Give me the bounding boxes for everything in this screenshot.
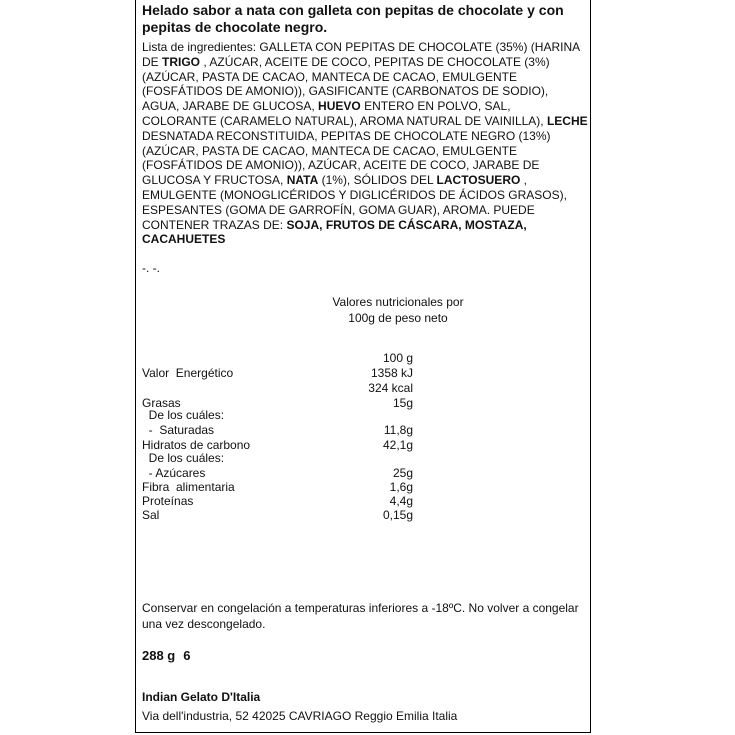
ingredients-text: , AZÚCAR, ACEITE DE COCO, PEPITAS DE CHOCOLATE (3%) (AZÚCAR, PASTA DE CACAO, MANTECA DE CACAO, EMULGENTE (FOSFÁTIDOS DE AMONIO)), GASIFICANTE (CARBONATOS DE SODIO), AGUA, JARABE DE GLUCOSA, bbox=[142, 54, 550, 114]
nutrition-row bbox=[142, 423, 582, 438]
nutrient-name: Proteínas bbox=[142, 494, 194, 508]
nutrition-header-line1: Valores nutricionales por bbox=[332, 295, 464, 309]
nutrient-name: Grasas bbox=[142, 396, 181, 410]
nutrition-header-line2: 100g de peso neto bbox=[348, 311, 448, 325]
allergen-nata: NATA bbox=[286, 173, 319, 188]
storage-instructions: Conservar en congelación a temperaturas inferiores a -18ºC. No volver a congelar una vez descongelado. bbox=[142, 601, 579, 631]
product-label bbox=[135, 0, 591, 733]
product-title: Helado sabor a nata con galleta con pepitas de chocolate y con pepitas de chocolate negro. bbox=[142, 2, 564, 35]
nutrition-row bbox=[142, 480, 582, 495]
net-weight bbox=[142, 648, 190, 663]
nutrition-row bbox=[142, 408, 582, 423]
nutrient-value: 1,6g bbox=[389, 480, 413, 494]
allergen-leche: LECHE bbox=[546, 113, 588, 128]
nutrient-name: De los cuáles: bbox=[142, 451, 225, 465]
nutrition-row bbox=[142, 366, 582, 381]
nutrient-value: 0,15g bbox=[382, 508, 413, 522]
nutrient-value: 15g bbox=[392, 396, 413, 410]
unit-count: 6 bbox=[183, 648, 191, 663]
company-name: Indian Gelato D'Italia bbox=[142, 690, 261, 704]
separator: -. -. bbox=[142, 261, 160, 275]
nutrition-row bbox=[142, 466, 582, 481]
ingredients-text: DESNATADA RECONSTITUIDA, PEPITAS DE CHOCOLATE NEGRO (13%) (AZÚCAR, PASTA DE CACAO, MANTECA DE CACAO, EMULGENTE (FOSFÁTIDOS DE AMONIO)), AZÚCAR, ACEITE DE COCO, JARABE DE GLUCOSA Y FRUCTOSA, bbox=[142, 128, 551, 188]
nutrient-value: 42,1g bbox=[382, 438, 413, 452]
allergen-huevo: HUEVO bbox=[318, 99, 361, 114]
nutrient-name: De los cuáles: bbox=[142, 408, 225, 422]
nutrient-name: - Saturadas bbox=[142, 423, 215, 437]
nutrient-name: Fibra alimentaria bbox=[142, 480, 235, 494]
nutrition-row bbox=[142, 451, 582, 466]
nutrient-name: Hidratos de carbono bbox=[142, 438, 251, 452]
allergen-trigo: TRIGO bbox=[162, 54, 201, 69]
nutrient-value: 100 g bbox=[382, 351, 413, 365]
allergen-traces: SOJA, FRUTOS DE CÁSCARA, MOSTAZA, CACAHUETES bbox=[142, 217, 527, 247]
allergen-lactosuero: LACTOSUERO bbox=[436, 173, 521, 188]
nutrition-row bbox=[142, 381, 582, 396]
ingredients-text: Lista de ingredientes: GALLETA CON PEPITAS DE CHOCOLATE (35%) (HARINA DE bbox=[142, 40, 580, 69]
ingredients-text: ENTERO EN POLVO, SAL, COLORANTE (CARAMELO NATURAL), AROMA NATURAL DE VAINILLA), bbox=[142, 99, 547, 128]
nutrition-row bbox=[142, 494, 582, 509]
nutrient-name: - Azúcares bbox=[142, 466, 206, 480]
ingredients-text: (1%), SÓLIDOS DEL bbox=[318, 173, 437, 188]
nutrient-value: 4,4g bbox=[389, 494, 413, 508]
nutrient-value: 25g bbox=[392, 466, 413, 480]
nutrition-header bbox=[318, 294, 478, 326]
nutrient-value: 1358 kJ bbox=[370, 366, 413, 380]
ingredients-text: , EMULGENTE (MONOGLICÉRIDOS Y DIGLICÉRIDOS DE ÁCIDOS GRASOS), ESPESANTES (GOMA DE GARROFÍN, GOMA GUAR), AROMA. PUEDE CONTENER TRAZAS DE: bbox=[142, 173, 567, 232]
nutrient-value: 11,8g bbox=[383, 423, 413, 437]
ingredients-list bbox=[142, 40, 588, 247]
nutrient-name: Sal bbox=[142, 508, 160, 522]
nutrient-value: 324 kcal bbox=[368, 381, 413, 395]
nutrition-row bbox=[142, 508, 582, 523]
net-weight-value: 288 g bbox=[142, 648, 176, 663]
nutrient-name: Valor Energético bbox=[142, 366, 234, 380]
nutrition-row bbox=[142, 351, 582, 366]
company-address: Via dell'industria, 52 42025 CAVRIAGO Reggio Emilia Italia bbox=[142, 709, 458, 723]
